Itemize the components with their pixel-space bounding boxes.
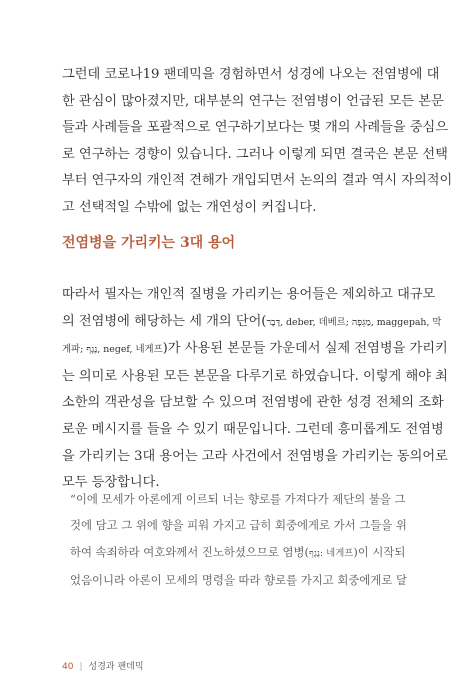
book-title: 성경과 팬데믹 (88, 662, 144, 672)
footer-separator: | (79, 662, 83, 672)
text-segment: )가 사용된 본문들 가운데서 실제 전염병을 가리키 (162, 341, 448, 357)
section-heading: 전염병을 가리키는 3대 용어 (62, 235, 236, 251)
quote-line: 었음이니라 아론이 모세의 명령을 따라 향로를 가지고 회중에게로 달 (70, 573, 408, 588)
scripture-quote (70, 486, 425, 594)
text-segment: 하여 속죄하라 여호와께서 진노하셨으므로 염병( (70, 544, 309, 559)
text-line (62, 309, 442, 337)
paragraph-terms (62, 282, 448, 497)
text-line: 따라서 필자는 개인적 질병을 가리키는 용어들은 제외하고 대규모 (62, 287, 436, 302)
text-line: 는 의미로 사용된 모든 본문을 다루기로 하였습니다. 이렇게 해야 최 (62, 368, 448, 384)
text-line (62, 336, 448, 364)
text-line: 그런데 코로나19 팬데믹을 경험하면서 성경에 나오는 전염병에 대 (62, 67, 440, 82)
text-line: 모두 등장합니다. (62, 475, 160, 491)
text-line: 로운 메시지를 들을 수 있기 때문입니다. 그런데 흥미롭게도 전염병 (62, 421, 444, 437)
text-line: 소한의 객관성을 담보할 수 있으며 전염병에 관한 성경 전체의 조화 (62, 395, 444, 411)
hebrew-terms: דֶּבֶר, deber, 데베르; מַגֵּפָה, maggepah, 막 (266, 316, 442, 328)
text-segment: 의 전염병에 해당하는 세 개의 단어( (62, 313, 267, 329)
text-line: 을 가리키는 3대 용어는 고라 사건에서 전염병을 가리키는 동의어로 (62, 448, 448, 464)
page-footer (62, 659, 144, 672)
quote-line (70, 539, 425, 567)
text-line: 고 선택적일 수밖에 없는 개연성이 커집니다. (62, 199, 317, 215)
page-number: 40 (62, 662, 74, 672)
paragraph-intro (62, 62, 453, 222)
text-segment: )이 시작되 (353, 544, 406, 559)
quote-line: “이에 모세가 아론에게 이르되 너는 향로를 가져다가 제단의 불을 그 (70, 492, 406, 506)
hebrew-term: נֶגֶף: 네게프 (309, 547, 354, 559)
text-line: 부터 연구자의 개인적 견해가 개입되면서 논의의 결과 역시 자의적이 (62, 173, 453, 189)
hebrew-terms: 게파; נֶגֶף, negef, 네게프 (62, 344, 163, 356)
text-line: 로 연구하는 경향이 있습니다. 그러나 이렇게 되면 결국은 본문 선택 (62, 146, 448, 162)
text-line: 들과 사례들을 포괄적으로 연구하기보다는 몇 개의 사례들을 중심으 (62, 120, 449, 136)
text-line: 한 관심이 많아졌지만, 대부분의 연구는 전염병이 언급된 모든 본문 (62, 93, 444, 109)
quote-line: 것에 담고 그 위에 향을 피워 가지고 급히 회중에게로 가서 그들을 위 (70, 518, 407, 533)
